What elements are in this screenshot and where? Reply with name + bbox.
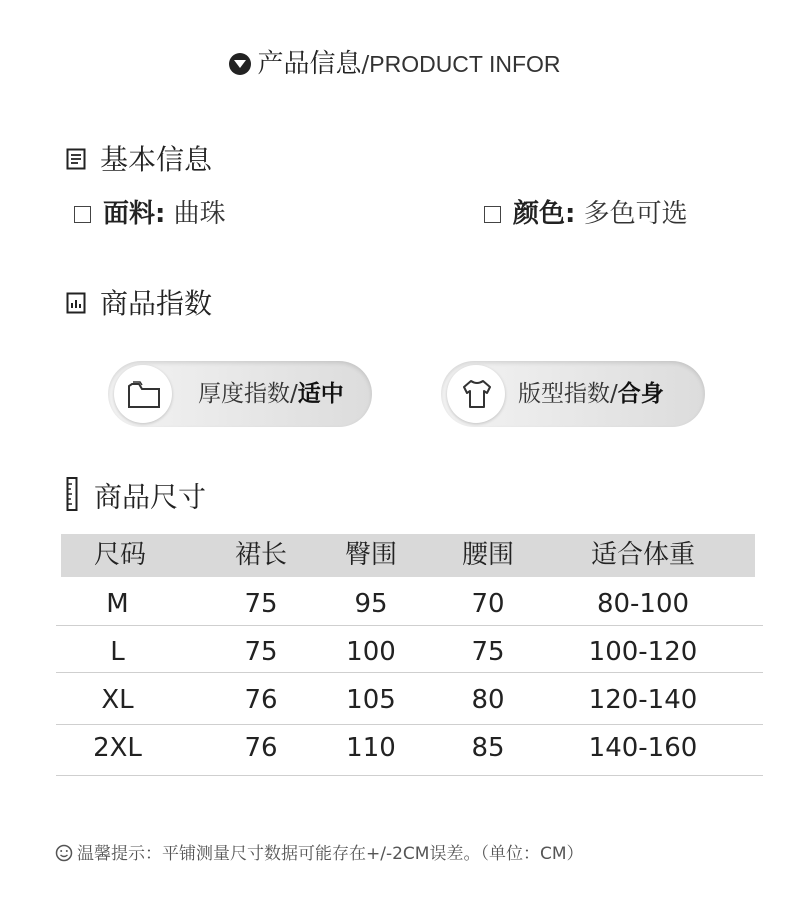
column-header-length: 裙长 [234, 540, 287, 570]
footer-note-text: 温馨提示：平铺测量尺寸数据可能存在+/-2CM误差。（单位：CM） [77, 844, 584, 864]
header-title-cn: 产品信息 [257, 49, 362, 79]
weight-cell: 120-140 [588, 685, 698, 715]
waist-cell: 75 [471, 637, 505, 667]
length-cell: 76 [244, 685, 278, 715]
length-cell: 76 [244, 733, 278, 763]
product-size-title [66, 477, 206, 520]
document-icon [66, 143, 86, 179]
thickness-icon-circle [114, 365, 172, 423]
size-cell: M [106, 589, 129, 619]
fit-index-label: 版型指数/ [518, 381, 618, 407]
table-row [56, 580, 763, 628]
fit-index-text [518, 377, 664, 411]
row-divider [56, 625, 763, 626]
color-label: 颜色: [513, 199, 576, 229]
thickness-index-pill [108, 361, 372, 427]
fabric-value: 曲珠 [173, 199, 226, 229]
length-cell: 75 [244, 589, 278, 619]
smile-icon [55, 844, 73, 869]
waist-cell: 70 [471, 589, 505, 619]
thickness-index-label: 厚度指数/ [198, 381, 298, 407]
product-index-title [66, 286, 212, 323]
tshirt-icon [460, 378, 494, 410]
size-table-header [61, 534, 755, 577]
column-header-weight: 适合体重 [590, 540, 695, 570]
fit-icon-circle [447, 365, 505, 423]
page-header [0, 44, 790, 85]
fabric-field [74, 197, 226, 231]
size-cell: XL [101, 685, 134, 715]
table-row [56, 628, 763, 676]
product-size-title-text: 商品尺寸 [94, 480, 207, 514]
product-index-title-text: 商品指数 [100, 287, 213, 320]
ruler-icon [66, 477, 78, 520]
basic-info-title-text: 基本信息 [100, 143, 213, 176]
footer-note [55, 842, 584, 869]
size-cell: L [110, 637, 125, 667]
checkbox-icon [74, 206, 91, 223]
size-cell: 2XL [93, 733, 142, 763]
color-value: 多色可选 [583, 199, 688, 229]
thickness-index-text [198, 377, 344, 411]
fabric-label: 面料: [103, 199, 166, 229]
folder-icon [127, 378, 161, 410]
weight-cell: 100-120 [588, 637, 698, 667]
row-divider [56, 672, 763, 673]
column-header-hip: 臀围 [344, 540, 397, 570]
thickness-index-value: 适中 [297, 381, 344, 407]
color-field [484, 197, 688, 231]
length-cell: 75 [244, 637, 278, 667]
table-row [56, 676, 763, 724]
checkbox-icon [484, 206, 501, 223]
weight-cell: 140-160 [588, 733, 698, 763]
fit-index-value: 合身 [617, 381, 664, 407]
row-divider [56, 775, 763, 776]
waist-cell: 80 [471, 685, 505, 715]
column-header-waist: 腰围 [461, 540, 514, 570]
hip-cell: 105 [346, 685, 396, 715]
header-title-en: PRODUCT INFOR [369, 51, 561, 77]
weight-cell: 80-100 [596, 589, 690, 619]
hip-cell: 110 [346, 733, 396, 763]
column-header-size: 尺码 [93, 540, 146, 570]
header-separator: / [361, 52, 370, 78]
dropdown-circle-icon [229, 53, 251, 75]
chart-document-icon [66, 287, 86, 323]
waist-cell: 85 [471, 733, 505, 763]
hip-cell: 100 [346, 637, 396, 667]
table-row [56, 724, 763, 772]
fit-index-pill [441, 361, 705, 427]
hip-cell: 95 [354, 589, 388, 619]
basic-info-title [66, 142, 212, 179]
